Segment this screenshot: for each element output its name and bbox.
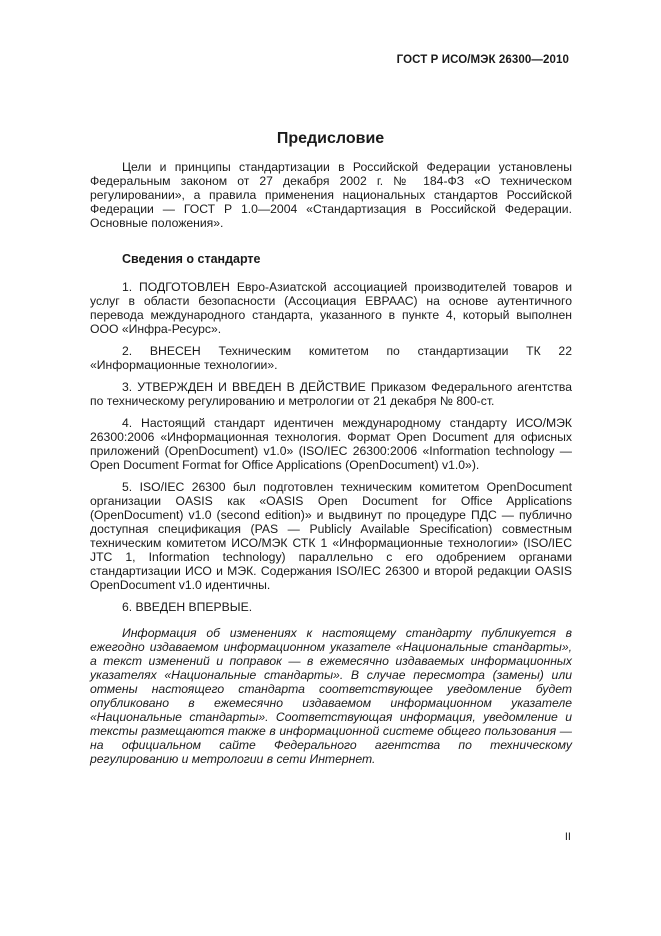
item-paragraph-1: 1. ПОДГОТОВЛЕН Евро-Азиатской ассоциацией производителей товаров и услуг в области безопасности (Ассоциация ЕВРААС) на основе аутентичного перевода международного стандарта, указанного в пункте 4, который выполнен ООО «Инфра-Ресурс». — [90, 280, 572, 336]
item-paragraph-3: 3. УТВЕРЖДЕН И ВВЕДЕН В ДЕЙСТВИЕ Приказом Федерального агентства по техническому регулированию и метрологии от 21 декабря № 800-ст. — [90, 380, 572, 408]
item-paragraph-2: 2. ВНЕСЕН Техническим комитетом по стандартизации ТК 22 «Информационные технологии». — [90, 344, 572, 372]
document-code-header: ГОСТ Р ИСО/МЭК 26300—2010 — [396, 54, 569, 66]
item-paragraph-6: 6. ВВЕДЕН ВПЕРВЫЕ. — [122, 600, 253, 614]
foreword-body — [90, 160, 572, 774]
intro-paragraph: Цели и принципы стандартизации в Российской Федерации установлены Федеральным законом от 27 декабря 2002 г. № 184-ФЗ «О техническом регулировании», а правила применения национальных стандартов Российской Федерации — ГОСТ Р 1.0—2004 «Стандартизация в Российской Федерации. Основные положения». — [90, 160, 572, 230]
item-paragraph-4: 4. Настоящий стандарт идентичен международному стандарту ИСО/МЭК 26300:2006 «Информационная технология. Формат Open Document для офисных приложений (OpenDocument) v1.0» (ISO/IEC 26300:2006 «Information technology — Open Document Format for Office Applications (OpenDocument) v1.0»). — [90, 416, 572, 472]
change-notice-paragraph: Информация об изменениях к настоящему стандарту публикуется в ежегодно издаваемом информационном указателе «Национальные стандарты», а текст изменений и поправок — в ежемесячно издаваемых информационных указателях «Национальные стандарты». В случае пересмотра (замены) или отмены настоящего стандарта соответствующее уведомление будет опубликовано в ежемесячно издаваемом информационном указателе «Национальные стандарты». Соответствующая информация, уведомление и тексты размещаются также в информационной системе общего пользования — на официальном сайте Федерального агентства по техническому регулированию и метрологии в сети Интернет. — [90, 626, 572, 766]
page-number: II — [564, 831, 571, 843]
item-paragraph-5: 5. ISO/IEC 26300 был подготовлен техническим комитетом OpenDocument организации OASIS как «OASIS Open Document for Office Applications (OpenDocument) v1.0 (second edition)» и выдвинут по процедуре ПДС — публично доступная спецификация (PAS — Publicly Available Specification) совместным техническим комитетом ИСО/МЭК СТК 1 «Информационные технологии» (ISO/IEC JTC 1, Information technology) параллельно с его одобрением органами стандартизации ИСО и МЭК. Содержания ISO/IEC 26300 и второй редакции OASIS OpenDocument v1.0 идентичны. — [90, 480, 572, 592]
page-title: Предисловие — [276, 130, 385, 147]
section-heading: Сведения о стандарте — [122, 252, 261, 266]
